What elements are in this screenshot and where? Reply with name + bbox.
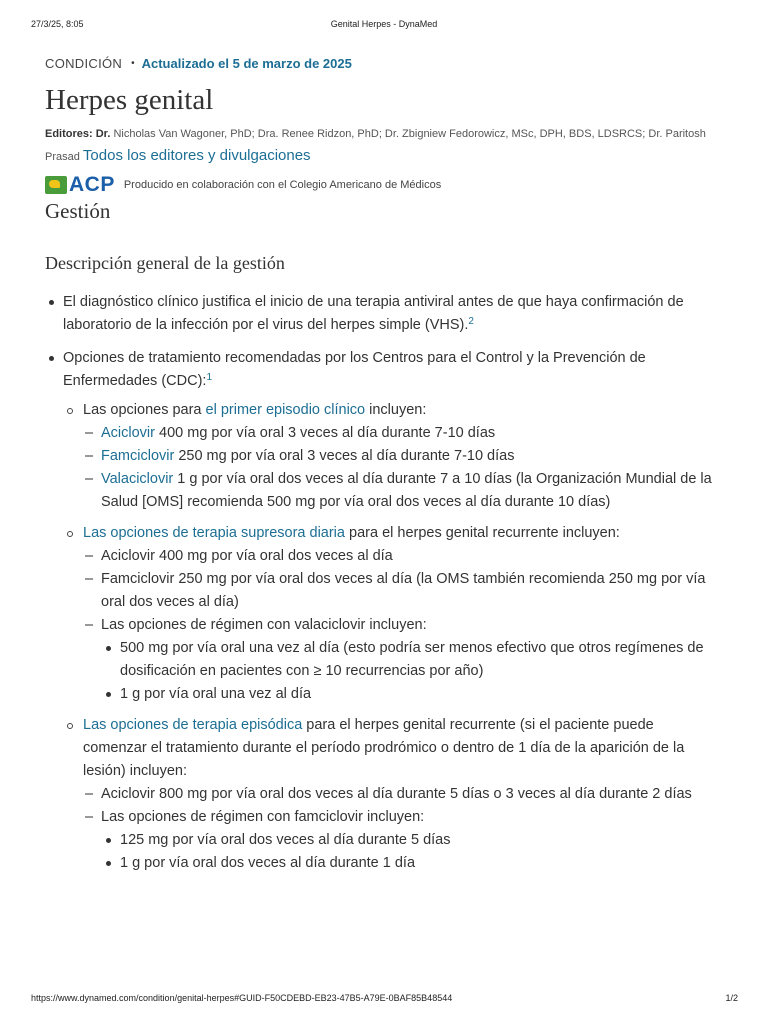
bullet-text: El diagnóstico clínico justifica el inicio de una terapia antiviral antes de que haya confirmación de laboratorio de la infección por el virus del herpes simple (VHS). [63,294,684,333]
article-meta [45,54,717,72]
first-episode-list [83,422,717,514]
suppressive-therapy-link[interactable]: Las opciones de terapia supresora diaria [83,525,345,541]
list-item [83,614,717,706]
bullet-text: 400 mg por vía oral 3 veces al día durante 7-10 días [154,425,496,441]
subsection-heading: Descripción general de la gestión [45,253,285,273]
list-item: 1 g por vía oral dos veces al día durante 1 día [101,852,717,875]
suppressive-list [83,545,717,706]
list-item [63,714,717,875]
bullet-text: incluyen: [365,402,427,418]
all-editors-link[interactable]: Todos los editores y divulgaciones [82,147,311,164]
acp-caption: Producido en colaboración con el Colegio Americano de Médicos [123,179,442,191]
first-episode-link[interactable]: el primer episodio clínico [205,402,366,418]
drug-link-valaciclovir[interactable]: Valaciclovir [101,471,174,487]
famciclovir-regimen-list [101,829,717,875]
drug-link-famciclovir[interactable]: Famciclovir [101,448,175,464]
valaciclovir-regimen-list [101,637,717,706]
list-item [83,445,717,468]
bullet-text: para el herpes genital recurrente incluyen: [344,525,620,541]
episodic-list [83,783,717,875]
content-type-label: CONDICIÓN [45,55,123,71]
reference-link[interactable]: 2 [468,316,474,327]
editors-label: Editores: Dr. [45,128,111,140]
print-footer [0,993,768,1007]
list-item [45,347,717,875]
page-title: Herpes genital [45,84,214,116]
drug-link-aciclovir[interactable]: Aciclovir [101,425,155,441]
print-header [0,19,768,33]
article [45,54,717,885]
list-item: – Famciclovir 250 mg por vía oral dos veces al día (la OMS también recomienda 250 mg por vía oral dos veces al día) [83,568,717,614]
reference-link[interactable]: 1 [206,372,212,383]
list-item [63,399,717,514]
list-item [45,291,717,337]
print-page-title: Genital Herpes - DynaMed [330,19,438,29]
print-page-number: 1/2 [725,993,738,1003]
list-item: – Aciclovir 800 mg por vía oral dos veces al día durante 5 días o 3 veces al día durante 2 días [83,783,717,806]
bullet-text: para el herpes genital recurrente (si el paciente puede comenzar el tratamiento durante el período prodrómico o dentro de 1 día de la aparición de la lesión) incluyen: [83,717,685,779]
list-item [83,468,717,514]
editors-names: Nicholas Van Wagoner, PhD; Dra. Renee Ridzon, PhD; Dr. Zbigniew Fedorowicz, MSc, DPH, BDS, LDSRCS; Dr. Paritosh Prasad [45,128,706,163]
list-item [63,522,717,706]
bullet-text: Las opciones de régimen con valaciclovir incluyen: [101,617,427,633]
list-item: 125 mg por vía oral dos veces al día durante 5 días [101,829,717,852]
updated-date: Actualizado el 5 de marzo de 2025 [141,55,352,71]
acp-logo-text: ACP [69,173,115,196]
list-item [83,806,717,875]
bullet-text: Las opciones para [83,402,206,418]
meta-separator: • [131,57,135,69]
list-item [83,422,717,445]
episodic-therapy-link[interactable]: Las opciones de terapia episódica [83,717,303,733]
acp-logo [45,174,115,196]
list-item: – Aciclovir 400 mg por vía oral dos veces al día [83,545,717,568]
editors-line [45,124,717,168]
bullet-text: Las opciones de régimen con famciclovir incluyen: [101,809,425,825]
management-list [45,291,717,875]
bullet-text: 250 mg por vía oral 3 veces al día durante 7-10 días [174,448,515,464]
list-item: 500 mg por vía oral una vez al día (esto podría ser menos efectivo que otros regímenes de dosificación en pacientes con ≥ 10 recurrencias por año) [101,637,717,683]
print-url: https://www.dynamed.com/condition/genital-herpes#GUID-F50CDEBD-EB23-47B5-A79E-0BAF85B48544 [31,993,453,1003]
treatment-options-list [63,399,717,875]
print-date: 27/3/25, 8:05 [31,19,84,29]
section-heading: Gestión [45,199,111,223]
acp-logo-icon [45,176,67,194]
acp-collaboration [45,174,717,196]
bullet-text: Opciones de tratamiento recomendadas por los Centros para el Control y la Prevención de Enfermedades (CDC): [63,350,646,389]
bullet-text: 1 g por vía oral dos veces al día durante 7 a 10 días (la Organización Mundial de la Salud [OMS] recomienda 500 mg por vía oral dos veces al día durante 10 días) [101,471,712,510]
list-item: 1 g por vía oral una vez al día [101,683,717,706]
